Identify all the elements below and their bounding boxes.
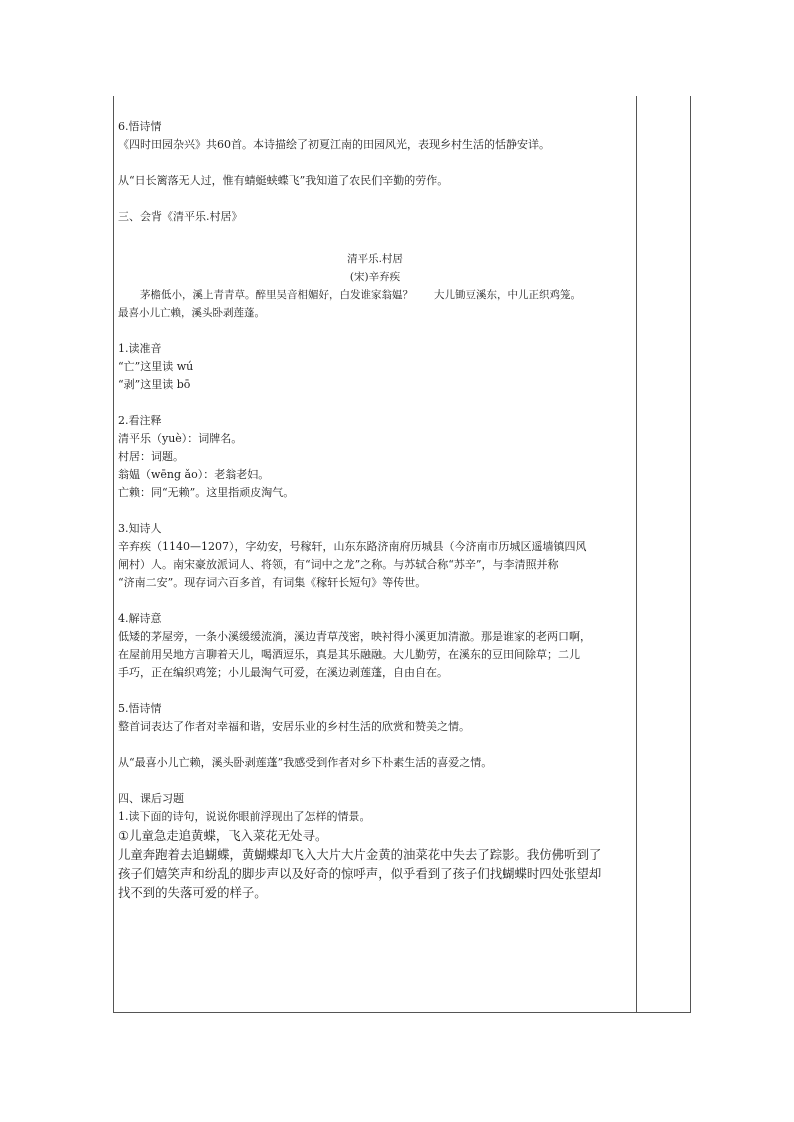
s3-line2: 闸村）人。南宋豪放派词人、将领，有“词中之龙”之称。与苏轼合称“苏辛”，与李清照并称 (118, 558, 559, 571)
poem-title: 清平乐.村居 (347, 253, 403, 265)
poem-author: (宋)辛弃疾 (349, 271, 401, 283)
lesson-content (118, 118, 632, 902)
poem-line1: 茅檐低小，溪上青青草。醉里吴音相媚好，白发谁家翁媪？ 大儿锄豆溪东，中儿正织鸡笼。 (140, 289, 581, 301)
column-divider (636, 96, 637, 1012)
s3-line1: 辛弃疾（1140—1207），字幼安，号稼轩，山东东路济南府历城县（今济南市历城区遥墙镇四风 (118, 540, 587, 553)
sec6-title: 6.悟诗情 (118, 120, 162, 133)
s5-line2: 从“最喜小儿亡赖，溪头卧剥莲蓬”我感受到作者对乡下朴素生活的喜爱之情。 (118, 756, 493, 769)
s2-line1: 清平乐（yuè）：词牌名。 (118, 432, 243, 445)
s3-line3: “济南二安”。现存词六百多首，有词集《稼轩长短句》等传世。 (118, 576, 427, 589)
s4-line1: 低矮的茅屋旁，一条小溪缓缓流淌，溪边青草茂密，映衬得小溪更加清澈。那是谁家的老两口啊， (118, 630, 591, 643)
s5-line1: 整首词表达了作者对幸福和谐，安居乐业的乡村生活的欣赏和赞美之情。 (118, 720, 470, 733)
s2-line2: 村居：词题。 (118, 450, 184, 463)
poem-line2: 最喜小儿亡赖，溪头卧剥莲蓬。 (118, 307, 265, 319)
s3-title: 3.知诗人 (118, 522, 162, 535)
part4-heading: 四、课后习题 (118, 792, 184, 805)
s2-line3: 翁媪（wēng ǎo）：老翁老妇。 (118, 468, 270, 481)
s1-title: 1.读准音 (118, 342, 162, 355)
s1-line2: “剥”这里读 bō (118, 378, 191, 391)
s4-title: 4.解诗意 (118, 612, 162, 625)
worksheet-table (113, 96, 691, 1013)
s2-title: 2.看注释 (118, 414, 162, 427)
part3-heading: 三、会背《清平乐.村居》 (118, 210, 243, 223)
part4-answer-line3: 找不到的失落可爱的样子。 (118, 885, 267, 900)
part4-question1: 1.读下面的诗句，说说你眼前浮现出了怎样的情景。 (118, 810, 371, 823)
s4-line3: 手巧，正在编织鸡笼；小儿最淘气可爱，在溪边剥莲蓬，自由自在。 (118, 666, 448, 679)
s1-line1: “亡”这里读 wú (118, 360, 194, 373)
s4-line2: 在屋前用吴地方言聊着天儿，喝酒逗乐，真是其乐融融。大儿勤劳，在溪东的豆田间除草；二儿 (118, 648, 580, 661)
sec6-line1: 《四时田园杂兴》共60首。本诗描绘了初夏江南的田园风光，表现乡村生活的恬静安详。 (118, 138, 550, 151)
part4-answer-line2: 孩子们嬉笑声和纷乱的脚步声以及好奇的惊呼声，似乎看到了孩子们找蝴蝶时四处张望却 (118, 866, 602, 881)
sec6-line2: 从“日长篱落无人过，惟有蜻蜓蛱蝶飞”我知道了农民们辛勤的劳作。 (118, 174, 449, 187)
s2-line4: 亡赖：同“无赖”。这里指顽皮淘气。 (118, 486, 295, 499)
s5-title: 5.悟诗情 (118, 702, 162, 715)
part4-answer-line1: 儿童奔跑着去追蝴蝶，黄蝴蝶却飞入大片大片金黄的油菜花中失去了踪影。我仿佛听到了 (118, 847, 602, 862)
part4-item1: ①儿童急走追黄蝶，飞入菜花无处寻。 (118, 828, 328, 843)
